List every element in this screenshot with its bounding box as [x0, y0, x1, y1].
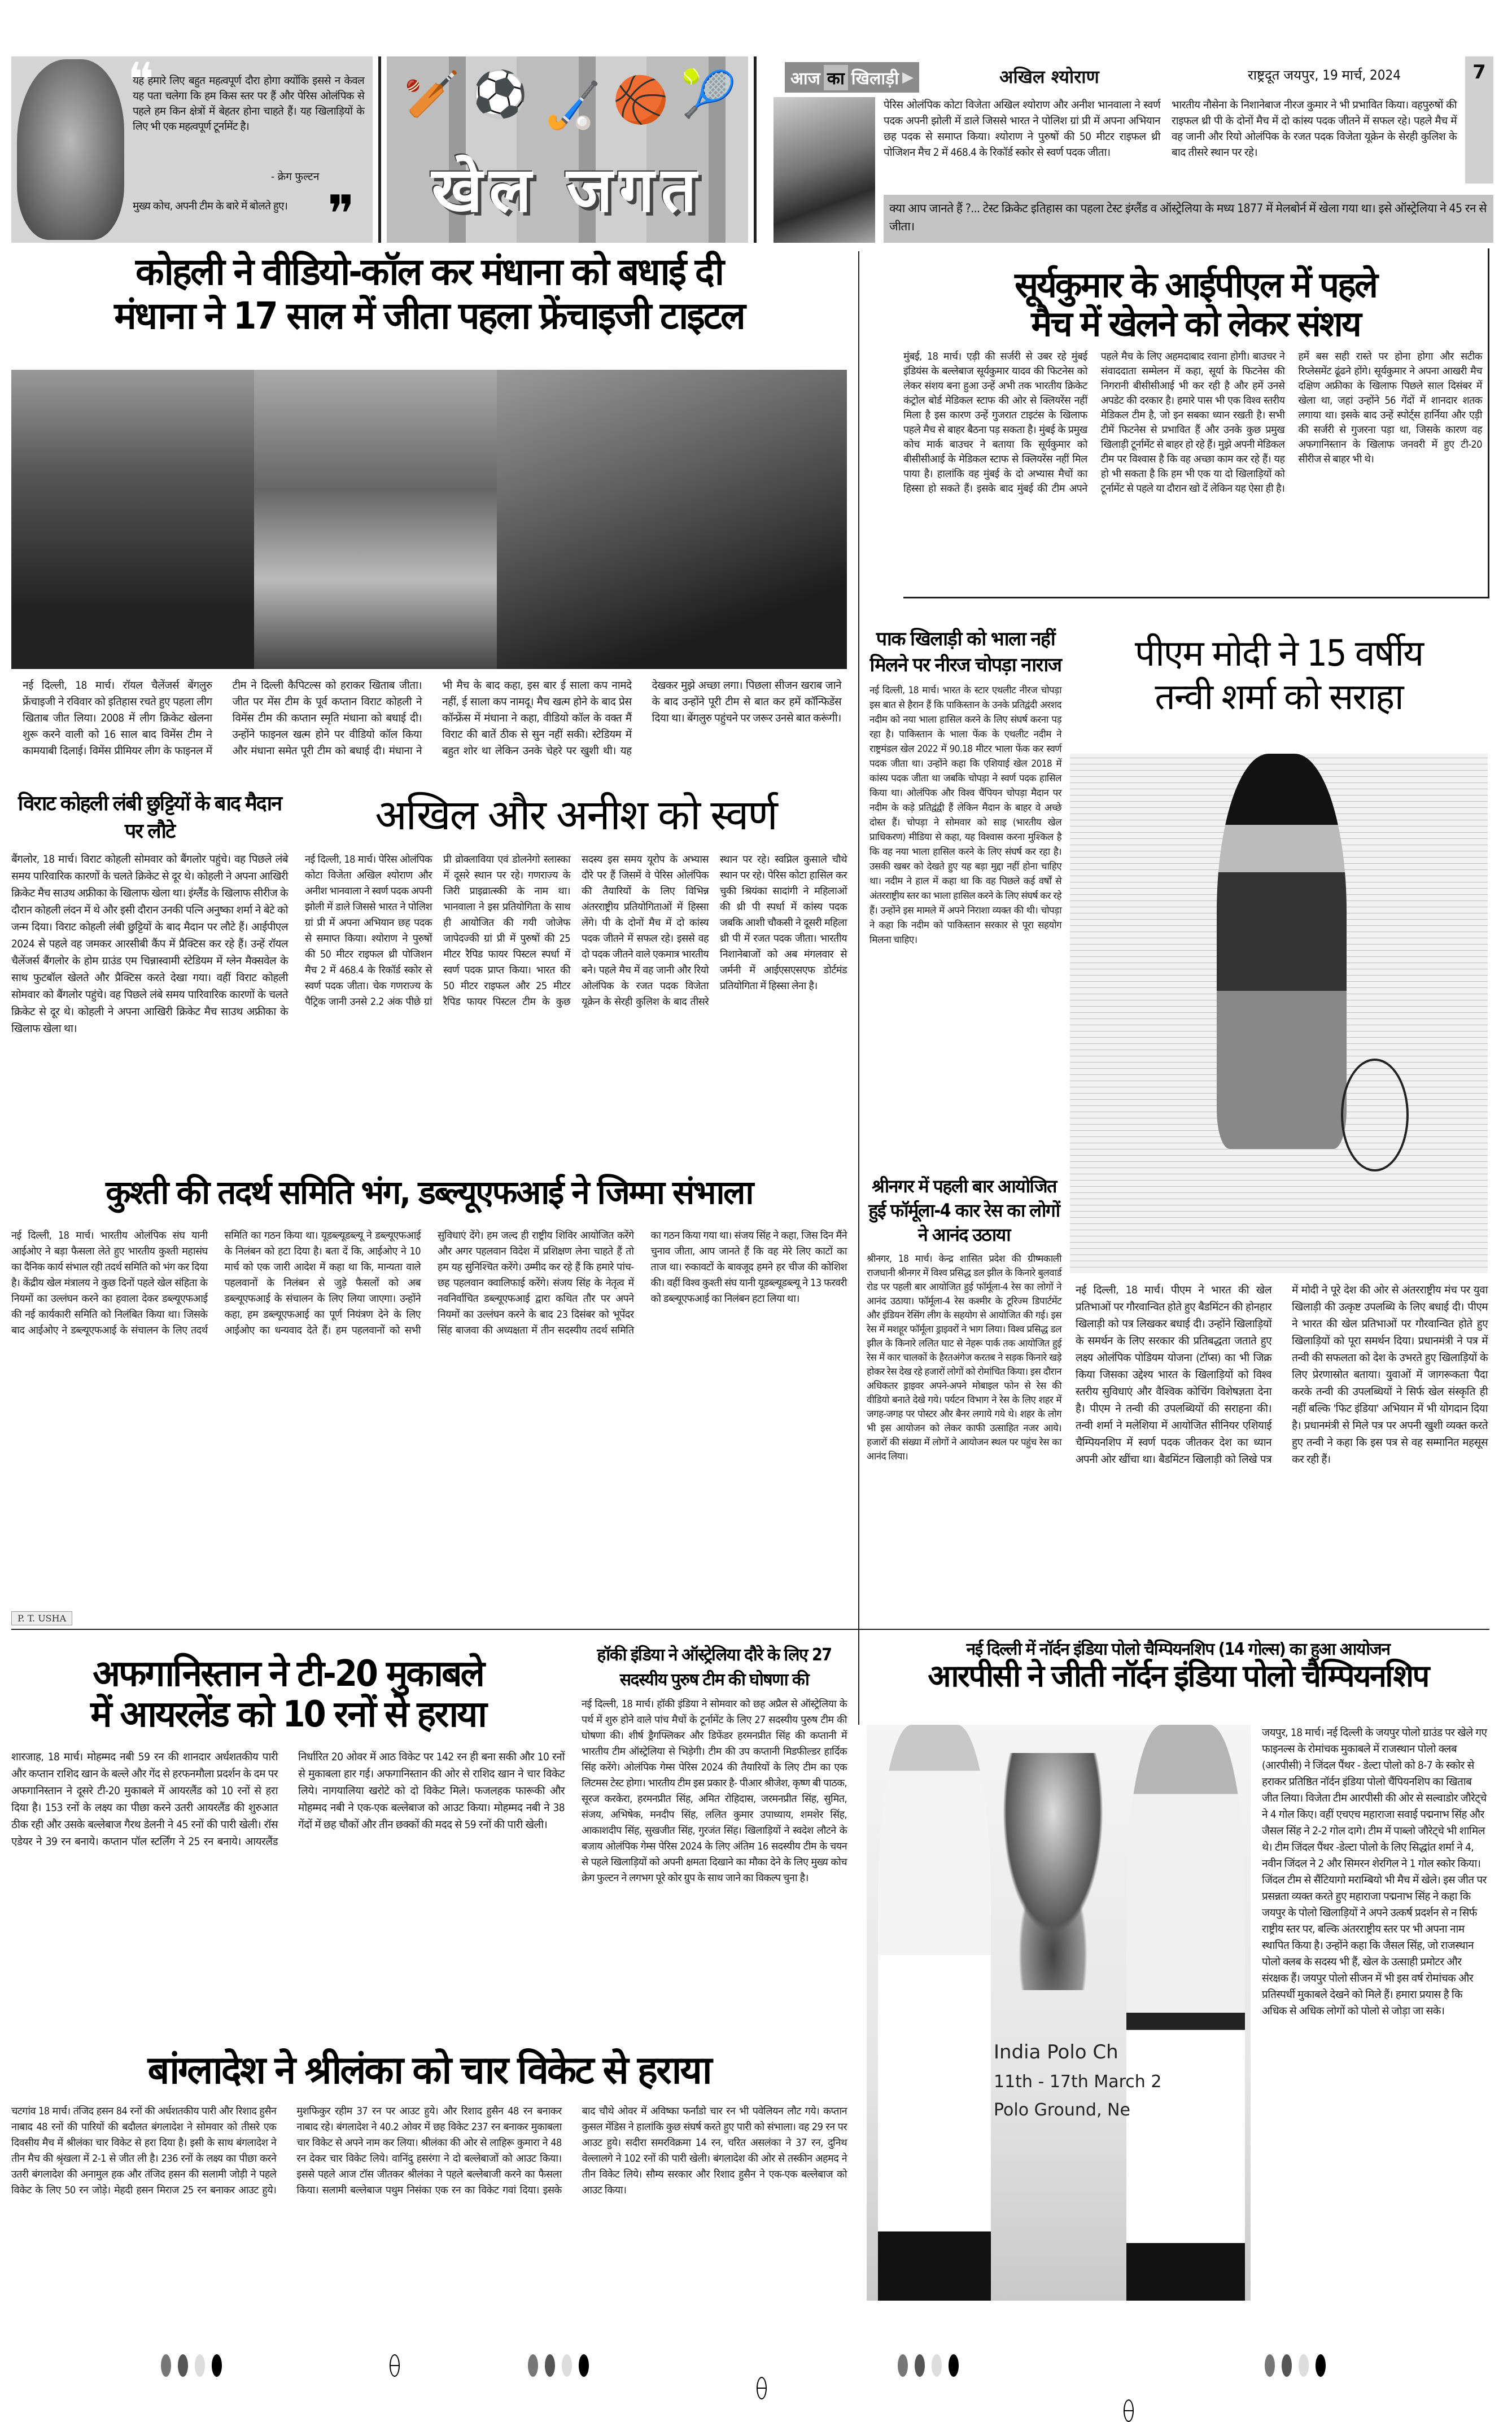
article-afghanistan	[11, 1643, 565, 2027]
coach-quote-text: यह हमारे लिए बहुत महत्वपूर्ण दौरा होगा क्योंकि इससे न केवल यह पता चलेगा कि हम किस स्तर पर हैं और पेरिस ओलंपिक से पहले हम किन क्षेत्रों में बेहतर होना चाहते हैं। यह खिलाड़ियों के लिए भी एक महत्वपूर्ण टूर्नामेंट है।	[133, 75, 364, 133]
headline-tanvi-2: तन्वी शर्मा को सराहा	[1155, 676, 1403, 718]
wrestling-body: नई दिल्ली, 18 मार्च। भारतीय ओलंपिक संघ यानी आईओए ने बड़ा फैसला लेते हुए भारतीय कुश्ती महासंघ का दैनिक कार्य संभाल रही तदर्थ समिति को भंग कर दिया है। केंद्रीय खेल मंत्रालय ने कुछ दिनों पहले खेल संहिता के नियमों का उल्लंघन करने का हवाला देकर डब्ल्यूएफआई की नई कार्यकारी समिति को निलंबित किया था। जिसके बाद आईओए ने डब्ल्यूएफआई के संचालन के लिए तदर्थ समिति का गठन किया था। यूडब्ल्यूडब्ल्यू ने डब्ल्यूएफआई के निलंबन को हटा दिया है। बता दें कि, आईओए ने 10 मार्च को एक जारी आदेश में कहा था कि, मान्यता वाले पहलवानों के निलंबन से जुड़े फैसलों को अब डब्ल्यूएफआई के संचालन के लिए लिया जाएगा। उन्होंने कहा, हम डब्ल्यूएफआई का पूर्ण नियंत्रण देने के लिए आईओए का धन्यवाद देते हैं। हम पहलवानों को सभी सुविधाएं देंगे। हम जल्द ही राष्ट्रीय शिविर आयोजित करेंगे और अगर पहलवान विदेश में प्रशिक्षण लेना चाहते हैं तो हम यह सुनिश्चित करेंगे। उम्मीद कर रहे हैं कि हमारे पांच-छह पहलवान क्वालिफाई करेंगे। संजय सिंह के नेतृत्व में नवनिर्वाचित डब्ल्यूएफआई द्वारा कथित तौर पर अपने नियमों का उल्लंघन करने के बाद 23 दिसंबर को भूपेंदर सिंह बाजवा की अध्यक्षता में तीन सदस्यीय तदर्थ समिति का गठन किया गया था। संजय सिंह ने कहा, जिस दिन मैंने चुनाव जीता, आप जानते हैं कि वह मेरे लिए काटों का ताज था। रुकावटों के बावजूद हमने हर चीज की कोशिश की। वहीं विश्व कुश्ती संघ यानी यूडब्ल्यूडब्ल्यू ने 13 फरवरी को डब्ल्यूएफआई का निलंबन हटा लिया था।	[11, 1230, 847, 1336]
article-virat-returns	[11, 790, 288, 1152]
article-bangladesh	[11, 2044, 847, 2337]
column-divider	[858, 251, 859, 1725]
article-neeraj	[869, 627, 1061, 1169]
kohli-body: नई दिल्ली, 18 मार्च। रॉयल चैलेंजर्स बेंगलुरु फ्रेंचाइजी ने रविवार को इतिहास रचते हुए पहला लीग खिताब जीत लिया। 2008 में लीग क्रिकेट खेलना शुरू करने वाली को 16 साल बाद विमेंस टीम ने कामयाबी दिलाई। विमेंस प्रीमियर लीग के फाइनल में टीम ने दिल्ली कैपिटल्स को हराकर खिताब जीता। जीत पर मेंस टीम के पूर्व कप्तान विराट कोहली ने विमेंस टीम की कप्तान स्मृति मंधाना को बधाई दी। उन्होंने फाइनल खत्म होने पर वीडियो कॉल किया और मंधाना समेत पूरी टीम को बधाई दी। मंधाना ने भी मैच के बाद कहा, इस बार ई साला कप नामदे नहीं, ई साला कप नामदू। मैच खत्म होने के बाद प्रेस कॉन्फ्रेंस में मंधाना ने कहा, वीडियो कॉल के वक्त मैं विराट की बातें ठीक से सुन नहीं सकी। स्टेडियम में बहुत शोर था लेकिन उनके चेहरे पर खुशी थी। यह देखकर मुझे अच्छा लगा। पिछला सीजन खराब जाने के बाद उन्होंने पूरी टीम से बात कर हमें कॉन्फिडेंस दिया था। बेंगलुरु पहुंचने पर जरूर उनसे बात करूंगी।	[23, 679, 841, 757]
player-photo	[774, 97, 875, 243]
photo-polo-trophy	[867, 1725, 1251, 2301]
banner-text-3: Polo Ground, Ne	[994, 2100, 1130, 2120]
color-bar-4	[1265, 2354, 1326, 2377]
headline-tanvi-1: पीएम मोदी ने 15 वर्षीय	[1134, 633, 1423, 675]
player-left-figure	[878, 1725, 991, 2301]
player-text-1: पेरिस ओलंपिक कोटा विजेता अखिल श्योराण और अनीश भानवाला ने स्वर्ण पदक अपनी झोली में डाले जिससे भारत ने पोलिश ग्रां प्री में अपना अभियान छह पदक से समाप्त किया। श्योराण ने पुरुषों की 50 मीटर राइफल थ्री पोजिशन मैच 2 में 468.4 के रिकॉर्ड स्कोर से स्वर्ण पदक जीता।	[884, 99, 1160, 159]
headline-surya-2: मैच में खेलने को लेकर संशय	[1031, 303, 1360, 345]
crosshair-3-icon	[1124, 2399, 1134, 2422]
trophy-icon	[980, 1753, 1126, 1990]
headline-akhil-anish: अखिल और अनीश को स्वर्ण	[375, 791, 777, 840]
headline-afghanistan-1: अफगानिस्तान ने टी-20 मुकाबले	[93, 1653, 483, 1695]
player-name: अखिल श्योराण	[999, 66, 1099, 88]
player-of-day-label	[785, 62, 919, 93]
tanvi-body: नई दिल्ली, 18 मार्च। पीएम ने भारत की खेल प्रतिभाओं पर गौरवान्वित होते हुए बैडमिंटन की होनहार खिलाड़ी को पत्र लिखकर बधाई दी। उन्होंने खिलाड़ियों के समर्थन के लिए सरकार की प्रतिबद्धता जताते हुए लक्ष्य ओलंपिक पोडियम योजना (टॉप्स) का भी जिक्र किया जिसका उद्देश्य भारत के खिलाड़ियों को विश्व स्तरीय सुविधाएं और वैश्विक कोचिंग विशेषज्ञता देना है। पीएम ने तन्वी की उपलब्धियों की सराहना की। तन्वी शर्मा ने मलेशिया में आयोजित सीनियर एशियाई चैम्पियनशिप में स्वर्ण पदक जीतकर देश का ध्यान अपनी ओर खींचा था। बैडमिंटन खिलाड़ी को लिखे पत्र में मोदी ने पूरे देश की ओर से अंतरराष्ट्रीय मंच पर युवा खिलाड़ी की उत्कृष्ट उपलब्धि के लिए बधाई दी। पीएम ने भारत की खेल प्रतिभाओं पर गौरवान्वित होते हुए खिलाड़ियों को पूरा समर्थन दिया। प्रधानमंत्री ने पत्र में तन्वी की सफलता को देश के उभरते हुए खिलाड़ियों के लिए प्रेरणास्रोत बताया। युवाओं में जागरूकता पैदा करके तन्वी की उपलब्धियों ने सिर्फ खेल संस्कृति ही नहीं बल्कि 'फिट इंडिया' अभियान में भी योगदान दिया है। प्रधानमंत्री से मिले पत्र पर अपनी खुशी व्यक्त करते हुए तन्वी ने कहा कि इस पत्र से वह सम्मानित महसूस कर रही हैं।	[1076, 1284, 1488, 1466]
masthead-divider	[378, 56, 381, 243]
color-bar-2	[528, 2354, 589, 2377]
headline-wrestling: कुश्ती की तदर्थ समिति भंग, डब्ल्यूएफआई ने जिम्मा संभाला	[106, 1173, 753, 1212]
polo-body: जयपुर, 18 मार्च। नई दिल्ली के जयपुर पोलो ग्राउंड पर खेले गए फाइनल्स के रोमांचक मुकाबले में राजस्थान पोलो क्लब (आरपीसी) ने जिंदल पैंथर - डेल्टा पोलो को 8-7 के स्कोर से हराकर प्रतिष्ठित नॉर्दन इंडिया पोलो चैंपियनशिप का खिताब जीत लिया। विजेता टीम आरपीसी की ओर से सल्वाडोर जौरेट्चे ने 4 गोल किए। वहीं एचएच महाराजा सवाई पद्मनाभ सिंह और जैसल सिंह ने 2-2 गोल दागे। टीम में पाब्लो जौरेट्चे भी शामिल थे। टीम जिंदल पैंथर -डेल्टा पोलो के लिए सिद्धांत शर्मा ने 4, नवीन जिंदल ने 2 और सिमरन शेरगिल ने 1 गोल स्कोर किया। जिंदल टीम से सैंटियागो मराम्बियो भी मैच में खेले। इस जीत पर प्रसन्नता व्यक्त करते हुए महाराजा पद्मनाभ सिंह ने कहा कि जयपुर के पोलो खिलाड़ियों ने अपने उत्कर्ष प्रदर्शन से न सिर्फ राष्ट्रीय स्तर पर, बल्कि अंतरराष्ट्रीय स्तर पर भी अपना नाम स्थापित किया है। उन्होंने कहा कि जैसल सिंह, जो राजस्थान पोलो क्लब के सदस्य भी हैं, खेल के उत्साही प्रमोटर और संरक्षक हैं। जयपुर पोलो सीजन में भी इस वर्ष रोमांचक और प्रतिस्पर्धी मुकाबले देखने को मिले हैं। हमारा प्रयास है कि अधिक से अधिक लोगों को पोलो से जोड़ा जा सके।	[1262, 1726, 1487, 2017]
coach-quote-author: - क्रेग फुल्टन	[271, 170, 320, 183]
football-icon: ⚽	[471, 68, 528, 120]
section-banner	[387, 56, 748, 243]
headline-bangladesh: बांग्लादेश ने श्रीलंका को चार विकेट से हराया	[147, 2048, 711, 2093]
article-wrestling	[11, 1174, 847, 1626]
article-tanvi	[1070, 632, 1488, 1626]
hockey-body: नई दिल्ली, 18 मार्च। हॉकी इंडिया ने सोमवार को छह अप्रैल से ऑस्ट्रेलिया के पर्थ में शुरु होने वाले पांच मैचों के टूर्नामेंट के लिए 27 सदस्यीय पुरुष टीम की घोषणा की। शीर्ष ड्रैगफ्लिकर और डिफेंडर हरमनप्रीत सिंह की कप्तानी में भारतीय टीम ऑस्ट्रेलिया से भिड़ेगी। टीम की उप कप्तानी मिडफील्डर हार्दिक सिंह करेंगे। ओलंपिक गेम्स पेरिस 2024 की तैयारियों के लिए टीम का एक लिटमस टेस्ट होगा। भारतीय टीम इस प्रकार है- पीआर श्रीजेश, कृष्ण बी पाठक, सूरज करकेरा, हरमनप्रीत सिंह, अमित रोहिदास, जरमनप्रीत सिंह, सुमित, संजय, अभिषेक, मनदीप सिंह, ललित कुमार उपाध्याय, शमशेर सिंह, आकाशदीप सिंह, सुखजीत सिंह, गुरजंत सिंह। खिलाड़ियों ने स्वदेश लौटने के बजाय ओलंपिक गेम्स पेरिस 2024 के लिए अंतिम 16 सदस्यीय टीम के चयन से पहले खिलाड़ियों को अपनी क्षमता दिखाने का मौका देने के लिए मुख्य कोच क्रेग फुल्टन ने लगभग पूरे कोर ग्रुप के साथ जाने का विकल्प चुना है।	[582, 1698, 847, 1884]
dateline: राष्ट्रदूत जयपुर, 19 मार्च, 2024	[1248, 67, 1401, 83]
basketball-icon: 🏀	[613, 73, 669, 126]
footer-registration	[0, 2354, 1512, 2382]
coach-quote-panel	[11, 52, 373, 244]
virat-body: बैंगलोर, 18 मार्च। विराट कोहली सोमवार को बैंगलोर पहुंचे। वह पिछले लंबे समय पारिवारिक कारणों के चलते क्रिकेट से दूर थे। कोहली ने अपना आखिरी क्रिकेट मैच साउथ अफ्रीका के खिलाफ खेला था। इंग्लैंड के खिलाफ सीरीज के दौरान कोहली लंदन में थे और इसी दौरान उनकी पत्नि अनुष्का शर्मा ने बेटे को जन्म दिया। विराट कोहली लंबी छुट्टियों के बाद मैदान पर लौटे हैं। आईपीएल 2024 से पहले वह जमकर आरसीबी कैंप में प्रैक्टिस कर रहे हैं। उन्हें रॉयल चैलेंजर्स बैंगलोर के होम ग्राउंड एम चिन्नास्वामी स्टेडियम में ग्लेन मैक्सवेल के साथ फुटबॉल खेलते और प्रैक्टिस करते देखा गया। वहीं विराट कोहली सोमवार को बैंगलोर पहुंचे। वह पिछले लंबे समय पारिवारिक कारणों के चलते क्रिकेट से दूर थे। कोहली ने अपना आखिरी क्रिकेट मैच साउथ अफ्रीका के खिलाफ खेला था।	[11, 853, 288, 1035]
headline-afghanistan-2: में आयरलेंड को 10 रनों से हराया	[90, 1693, 486, 1735]
player-of-day-panel	[762, 56, 1496, 243]
section-title: खेल जगत	[431, 154, 703, 226]
article-akhil-anish	[305, 790, 847, 1152]
headline-virat: विराट कोहली लंबी छुट्टियों के बाद मैदान पर लौटे	[18, 792, 282, 843]
article-polo	[867, 1640, 1489, 2334]
article-kohli-mandhana	[11, 251, 847, 782]
photo-trophy	[254, 370, 497, 669]
photo-tanvi-badminton	[1070, 754, 1488, 1273]
akhil-anish-body: नई दिल्ली, 18 मार्च। पेरिस ओलंपिक कोटा विजेता अखिल श्योराण और अनीश भानवाला ने स्वर्ण पदक अपनी झोली में डाले जिससे भारत ने पोलिश ग्रां प्री में अपना अभियान छह पदक से समाप्त किया। श्योराण ने पुरुषों की 50 मीटर राइफल थ्री पोजिशन मैच 2 में 468.4 के रिकॉर्ड स्कोर से स्वर्ण पदक जीता। चेक गणराज्य के पैट्रिक जानी उनसे 2.2 अंक पीछे ग्रां प्री व्रोक्लाविया एवं डोलनेगो स्लास्का में दूसरे स्थान पर रहे। गणराज्य के जिरी प्राइव्रात्स्की के नाम था। भानवाला ने इस प्रतियोगिता के साथ ही आयोजित की गयी जोजेफ जापेदज्की ग्रां प्री में पुरुषों की 25 मीटर रैपिड फायर पिस्टल स्पर्धा में स्वर्ण पदक प्राप्त किया। भारत की 50 मीटर राइफल और 25 मीटर रैपिड फायर पिस्टल टीम के कुछ सदस्य इस समय यूरोप के अभ्यास दौरे पर हैं जिसमें वे पेरिस ओलंपिक की तैयारियों के लिए विभिन्न अंतरराष्ट्रीय प्रतियोगिताओं में हिस्सा लेंगे। पी के दोनों मैच में दो कांस्य पदक जीतने में सफल रहे। इससे वह दो पदक जीतने वाले एकमात्र भारतीय बने। पहले मैच में वह जानी और रियो ओलंपिक के रजत पदक विजेता यूक्रेन के सेरही कुलिश के बाद तीसरे स्थान पर रहे। स्वप्निल कुसाले चौथे स्थान पर रहे। पेरिस कोटा हासिल कर चुकी श्रियंका सादांगी ने महिलाओं की थ्री पी स्पर्धा में कांस्य पदक जबकि आशी चौकसी ने दूसरी महिला थ्री पी में रजत पदक जीता। भारतीय निशानेबाजों को अब मंगलवार से जर्मनी में आईएसएसएफ डोर्टमंड प्रतियोगिता में हिस्सा लेना है।	[305, 853, 847, 1008]
headline-surya-1: सूर्यकुमार के आईपीएल में पहले	[1015, 264, 1376, 305]
banner-text-2: 11th - 17th March 2	[994, 2072, 1162, 2092]
photo-video-call	[497, 370, 847, 669]
badminton-racket-icon	[1341, 1059, 1409, 1171]
headline-hockey: हॉकी इंडिया ने ऑस्ट्रेलिया दौरे के लिए 27 सदस्यीय पुरुष टीम की घोषणा की	[597, 1645, 832, 1690]
tennis-icon: 🎾	[680, 68, 737, 120]
article-formula4	[867, 1174, 1061, 1626]
headline-polo: आरपीसी ने जीती नॉर्दन इंडिया पोलो चैम्पियनशिप	[928, 1658, 1428, 1694]
formula4-body: श्रीनगर, 18 मार्च। केन्द्र शासित प्रदेश की ग्रीष्मकाली राजधानी श्रीनगर में विश्व प्रसिद्ध डल झील के किनारे बुलवार्ड रोड पर पहली बार आयोजित हुई फॉर्मूला-4 रेस का लोगों ने आनंद उठाया। फॉर्मूला-4 रेस कश्मीर के टूरिज्म डिपार्टमेंट और इंडियन रेसिंग लीग के सहयोग से आयोजित की गई। इस रेस में मशहूर फॉर्मूला ड्राइवरों ने भाग लिया। विश्व प्रसिद्ध डल झील के किनारे ललित घाट से नेहरू पार्क तक आयोजित हुई रेस में कार चालकों के हैरतअंगेज करतब ने सड़क किनारे खड़े होकर रेस देख रहे हजारों लोगों को रोमांचित किया। इस दौरान अधिकतर ड्राइवर अपने-अपने मोबाइल फोन से रेस की वीडियो बनाते देखे गये। पर्यटन विभाग ने रेस के लिए शहर में जगह-जगह पर पोस्टर और बैनर लगाये गये थे। शहर के लोग भी इस आयोजन को लेकर काफी उत्साहित नजर आये। हजारों की संख्या में लोगों ने आयोजन स्थल पर पहुंच रेस का आनंद लिया।	[867, 1253, 1061, 1462]
quote-mark-open-icon: ❝	[127, 52, 155, 111]
section-divider	[11, 1629, 1489, 1630]
tanvi-figure	[1217, 754, 1347, 1149]
coach-photo	[17, 59, 124, 240]
banner-text-1: India Polo Ch	[994, 2041, 1118, 2063]
headline-kohli-2: मंधाना ने 17 साल में जीता पहला फ्रेंचाइजी टाइटल	[114, 294, 744, 338]
masthead	[11, 52, 1501, 244]
article-suryakumar	[903, 248, 1489, 598]
crosshair-1-icon	[390, 2354, 400, 2377]
photo-mandhana-trophy	[11, 370, 254, 669]
polo-kicker: नई दिल्ली में नॉर्दन इंडिया पोलो चैम्पियनशिप (14 गोल्स) का हुआ आयोजन	[966, 1640, 1390, 1659]
hockey-stick-icon: 🏑	[545, 79, 601, 132]
neeraj-body: नई दिल्ली, 18 मार्च। भारत के स्टार एथलीट नीरज चोपड़ा इस बात से हैरान हैं कि पाकिस्तान के उनके प्रतिद्वंदी अरशद नदीम को नया भाला हासिल करने के लिए संघर्ष करना पड़ रहा है। पाकिस्तान के भाला फेंक के एथलीट नदीम ने राष्ट्रमंडल खेल 2022 में 90.18 मीटर भाला फेंक कर स्वर्ण पदक जीता था। उन्होंने कहा कि एशियाई खेल 2018 में कांस्य पदक जीता था जबकि चोपड़ा ने स्वर्ण पदक हासिल किया था। ओलंपिक और विश्व चैंपियन चोपड़ा मैदान पर नदीम के कड़े प्रतिद्वंद्वी हैं लेकिन मैदान के बाहर वे अच्छे दोस्त हैं। चोपड़ा ने सोमवार को साइ (भारतीय खेल प्राधिकरण) मीडिया से कहा, यह विश्वास करना मुश्किल है कि वह नया भाला हासिल करने के लिए संघर्ष कर रहा है। उसकी खबर को देखते हुए यह बड़ा मुद्दा नहीं होना चाहिए था। नदीम ने हाल में कहा था कि वह पिछले कई वर्षों से अंतरराष्ट्रीय स्तर का भाला हासिल करने के लिए संघर्ष कर रहे हैं। उन्होंने इस मामले में अपने निराशा व्यक्त की थी। चोपड़ा ने कहा कि नदीम को पाकिस्तान सरकार से पूरा सहयोग मिलना चाहिए।	[869, 684, 1061, 946]
headline-neeraj: पाक खिलाड़ी को भाला नहीं मिलने पर नीरज चोपड़ा नाराज	[869, 628, 1061, 676]
page-number	[1465, 56, 1493, 183]
headline-formula4: श्रीनगर में पहली बार आयोजित हुई फॉर्मूला-4 कार रेस का लोगों ने आनंद उठाया	[868, 1175, 1060, 1246]
player-right-figure	[1126, 1725, 1245, 2301]
page-number-value: 7	[1472, 61, 1486, 84]
nameplate-text: P. T. USHA	[11, 1611, 72, 1625]
color-bar-3	[898, 2354, 959, 2377]
label-ka: का	[824, 65, 848, 90]
cricket-stumps-icon: 🏏	[404, 68, 460, 120]
afghanistan-body: शारजाह, 18 मार्च। मोहम्मद नबी 59 रन की शानदार अर्धशतकीय पारी और कप्तान राशिद खान के बल्ले और गेंद से हरफनमौला प्रदर्शन के दम पर अफगानिस्तान ने दूसरे टी-20 मुकाबले में आयरलैंड को 10 रनों से हरा दिया है। 153 रनों के लक्ष्य का पीछा करने उतरी आयरलैंड की शुरुआत ठीक रही और उसके बल्लेबाज गैरथ डेलनी ने 45 रनों की पारी खेली। रॉस एडेयर ने 39 रन बनाये। कप्तान पॉल स्टर्लिंग ने 25 रन बनाये। आयरलैंड निर्धारित 20 ओवर में आठ विकेट पर 142 रन ही बना सकी और 10 रनों से मुकाबला हार गई। अफगानिस्तान की ओर से राशिद खान ने चार विकेट लिये। नागयालिया खरोटे को दो विकेट मिले। फजलहक फारूकी और मोहम्मद नबी ने एक-एक बल्लेबाज को आउट किया। मोहम्मद नबी ने 38 गेंदों में छह चौकों और तीन छक्कों की मदद से 59 रनों की पारी खेली।	[11, 1751, 565, 1848]
quote-mark-close-icon: ❞	[327, 185, 355, 244]
color-bar-1	[161, 2354, 222, 2377]
bangladesh-body: चटगांव 18 मार्च। तंजिद हसन 84 रनों की अर्धशतकीय पारी और रिशाद हुसैन नाबाद 48 रनों की पारियों की बदौलत बंगलादेश ने सोमवार को तीसरे एक दिवसीय मैच में श्रीलंका चार विकेट से हरा दिया है। इसी के साथ बंगलादेश ने तीन मैच की श्रृंखला में 2-1 से जीत ली है। 236 रनों के लक्ष्य का पीछा करने उतरी बंगलादेश की अनामुल हक और तंजिद हसन की सलामी जोड़ी ने पहले विकेट के लिए 50 रन जोड़े। मेहदी हसन मिराज 25 रन बनाकर आउट हुये। मुशफिकुर रहीम 37 रन पर आउट हुये। और रिशाद हुसैन 48 रन बनाकर नाबाद रहे। बंगलादेश ने 40.2 ओवर में छह विकेट 237 रन बनाकर मुकाबला चार विकेट से अपने नाम कर लिया। श्रीलंका की ओर से लाहिरू कुमारा ने 48 रन देकर चार विकेट लिये। वानिंदु हसरंगा ने दो बल्लेबाजों को आउट किया। इससे पहले आज टॉस जीतकर श्रीलंका ने पहले बल्लेबाजी करने का फैसला किया। सलामी बल्लेबाज पथुम निसंका एक रन का विकेट गवां दिया। इसके बाद चौथे ओवर में अविष्का फर्नांडो चार रन भी पवेलियन लौट गये। कप्तान कुसल मेंडिस ने हालांकि कुछ संघर्ष करते हुए पारी को संभाला। वह 29 रन पर आउट हुये। सदीरा समरविक्रमा 14 रन, चरित असलंका ने 37 रन, दुनिथ वेल्लालगे ने 102 रनों की पारी खेली। बंगलादेश की ओर से तस्कीन अहमद ने तीन विकेट लिये। सौम्य सरकार और रिशाद हुसैन ने एक-एक बल्लेबाज को आउट किया।	[11, 2105, 847, 2197]
pt-usha-nameplate	[11, 1610, 72, 1626]
did-you-know-text: क्या आप जानते हैं ?... टेस्ट क्रिकेट इतिहास का पहला टेस्ट इंग्लैंड व ऑस्ट्रेलिया के मध्य 1877 में मेलबोर्न में खेला गया था। इसे ऑस्ट्रेलिया ने 45 रन से जीता।	[889, 202, 1487, 233]
arrow-right-icon: ▶	[902, 69, 914, 86]
label-aaj: आज	[790, 68, 820, 89]
masthead-divider-2	[754, 56, 757, 243]
did-you-know-box	[884, 195, 1493, 243]
coach-quote-caption: मुख्य कोच, अपनी टीम के बारे में बोलते हुए।	[133, 200, 288, 212]
label-khiladi: खिलाड़ी	[851, 68, 899, 89]
article-hockey	[582, 1643, 847, 2032]
player-text-2: भारतीय नौसेना के निशानेबाज नीरज कुमार ने भी प्रभावित किया। वहपुरुषों की राइफल थ्री पी के दोनों मैच में दो कांस्य पदक जीतने में सफल रहे। पहले मैच में वह जानी और रियो ओलंपिक के रजत पदक विजेता यूक्रेन के सेरही कुलिश के बाद तीसरे स्थान पर रहे।	[1172, 99, 1457, 159]
surya-body: मुंबई, 18 मार्च। एड़ी की सर्जरी से उबर रहे मुंबई इंडियंस के बल्लेबाज सूर्यकुमार यादव की फिटनेस को लेकर संशय बना हुआ उन्हें अभी तक भारतीय क्रिकेट कंट्रोल बोर्ड मेडिकल स्टाफ की ओर से क्लियरेंस नहीं मिला है इस कारण उन्हें गुजरात टाइटंस के खिलाफ पहले मैच से बाहर बैठना पड़ सकता है। मुंबई के प्रमुख कोच मार्क बाउचर ने बताया कि सूर्यकुमार को बीसीसीआई के मेडिकल स्टाफ से क्लियरेंस नहीं मिल पाया है। हालांकि वह मुंबई के दो अभ्यास मैचों का हिस्सा हो सकते हैं। इसके बाद मुंबई की टीम अपने पहले मैच के लिए अहमदाबाद रवाना होगी। बाउचर ने संवाददाता सम्मेलन में कहा, सूर्या के फिटनेस की निगरानी बीसीसीआई भी कर रही है और हमें उनसे अपडेट की दरकार है। हमारे पास भी एक विश्व स्तरीय मेडिकल टीम है, जो इन सबका ध्यान रखती है। सभी टीमें फिटनेस से प्रभावित हैं और उनके कुछ प्रमुख खिलाड़ी टूर्नामेंट से बाहर हो रहे हैं। मुझे अपनी मेडिकल टीम पर विश्वास है कि वह अच्छा काम कर रहे हैं। यह हो भी सकता है कि हम भी एक या दो खिलाड़ियों को टूर्नामेंट से पहले या दौरान खो दें लेकिन यह ऐसा ही है। हमें बस सही रास्ते पर होना होगा और सटीक रिप्लेसमेंट ढूंढने होंगे। सूर्यकुमार ने अपना आखरी मैच दक्षिण अफ्रीका के खिलाफ पिछले साल दिसंबर में खेला था, जहां उन्होंने 56 गेंदों में शानदार शतक लगाया था। इसके बाद उन्हें स्पोर्ट्स हार्निया और एड़ी की सर्जरी से गुजरना पड़ा था, जिसके कारण वह अफगानिस्तान के खिलाफ जनवरी में हुए टी-20 सीरीज से बाहर भी थे।	[903, 350, 1482, 495]
crosshair-2-icon	[757, 2377, 767, 2399]
headline-kohli-1: कोहली ने वीडियो-कॉल कर मंधाना को बधाई दी	[136, 250, 723, 294]
